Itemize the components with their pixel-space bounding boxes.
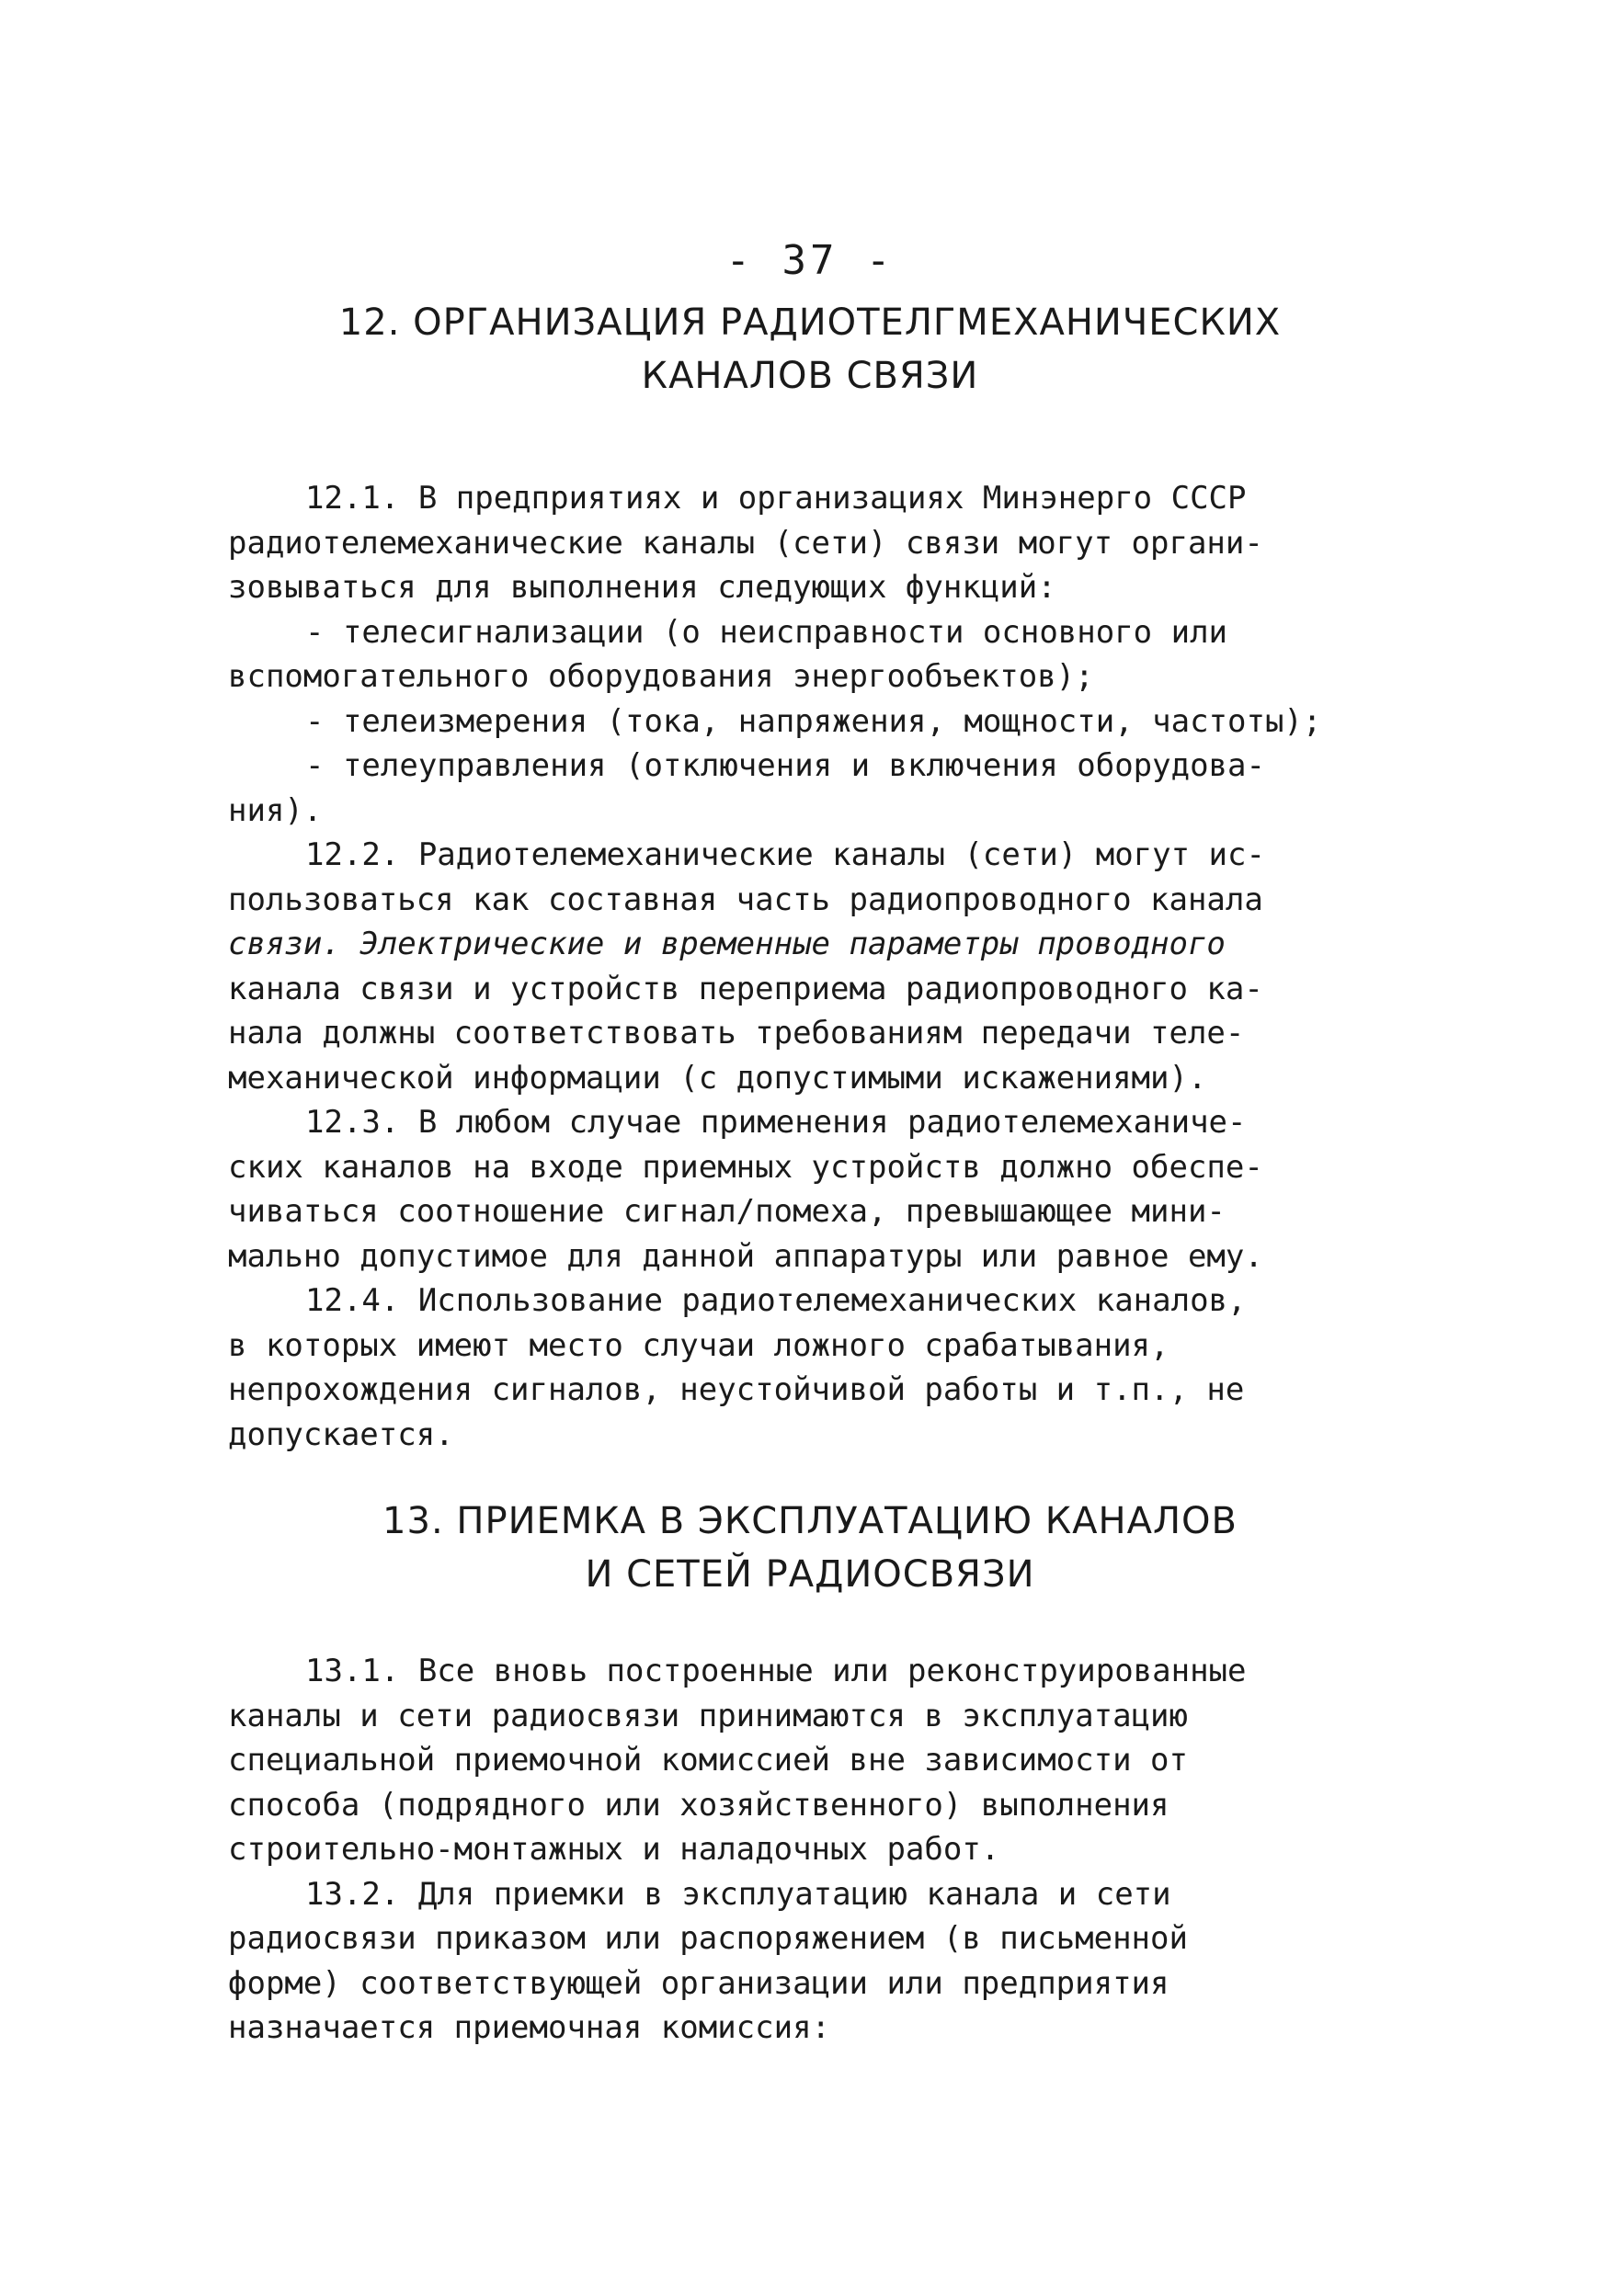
- list-item-telemetry: - телеизмерения (тока, напряжения, мощности, частоты);: [305, 702, 1322, 740]
- section-13-heading-line-2: И СЕТЕЙ РАДИОСВЯЗИ: [585, 1553, 1035, 1596]
- paragraph-12-1-line: радиотелемеханические каналы (сети) связи могут органи-: [228, 524, 1263, 562]
- section-12-heading: [0, 296, 1620, 403]
- paragraph-12-4-line: в которых имеют место случаи ложного срабатывания,: [228, 1326, 1169, 1364]
- list-item-telesignaling: - телесигнализации (о неисправности основного или: [305, 613, 1228, 651]
- paragraph-12-2-line: пользоваться как составная часть радиопроводного канала: [228, 881, 1263, 918]
- paragraph-13-1-line: каналы и сети радиосвязи принимаются в эксплуатацию: [228, 1697, 1188, 1734]
- paragraph-12-2-line: связи. Электрические и временные параметры проводного: [228, 926, 1226, 962]
- paragraph-12-1-line: зовываться для выполнения следующих функций:: [228, 569, 1056, 606]
- paragraph-12-3-line: ских каналов на входе приемных устройств должно обеспе-: [228, 1148, 1263, 1186]
- section-12-body: [228, 476, 1405, 1457]
- paragraph-12-3-line: мально допустимое для данной аппаратуры или равное ему.: [228, 1237, 1263, 1275]
- paragraph-13-1-line: специальной приемочной комиссией вне зависимости от: [228, 1742, 1188, 1779]
- paragraph-13-2-line: форме) соответствующей организации или предприятия: [228, 1964, 1169, 2002]
- paragraph-13-1-line: строительно-монтажных и наладочных работ.: [228, 1831, 1000, 1868]
- list-item-telecontrol-cont: ния).: [228, 791, 323, 829]
- paragraph-12-4-line: 12.4. Использование радиотелемеханических каналов,: [305, 1282, 1247, 1319]
- paragraph-12-4-line: допускается.: [228, 1415, 454, 1453]
- paragraph-12-4-line: непрохождения сигналов, неустойчивой работы и т.п., не: [228, 1371, 1245, 1408]
- section-13-heading-line-1: 13. ПРИЕМКА В ЭКСПЛУАТАЦИЮ КАНАЛОВ: [382, 1500, 1238, 1542]
- paragraph-12-2-line: канала связи и устройств переприема радиопроводного ка-: [228, 970, 1263, 1007]
- paragraph-13-1-line: способа (подрядного или хозяйственного) выполнения: [228, 1786, 1169, 1824]
- paragraph-12-3-line: чиваться соотношение сигнал/помеха, превышающее мини-: [228, 1193, 1226, 1230]
- paragraph-13-2-line: назначается приемочная комиссия:: [228, 2009, 831, 2046]
- paragraph-13-1-line: 13.1. Все вновь построенные или реконструированные: [305, 1653, 1247, 1689]
- page-number: - 37 -: [725, 237, 895, 284]
- paragraph-12-2-line: 12.2. Радиотелемеханические каналы (сети) могут ис-: [305, 836, 1265, 873]
- paragraph-13-2-line: 13.2. Для приемки в эксплуатацию канала и сети: [305, 1875, 1171, 1913]
- paragraph-12-2-line: механической информации (с допустимыми искажениями).: [228, 1059, 1207, 1097]
- paragraph-13-2-line: радиосвязи приказом или распоряжением (в письменной: [228, 1920, 1188, 1957]
- section-13-heading: [0, 1495, 1620, 1601]
- list-item-telecontrol: - телеуправления (отключения и включения оборудова-: [305, 747, 1265, 784]
- section-13-body: [228, 1649, 1405, 2051]
- paragraph-12-3-line: 12.3. В любом случае применения радиотелемеханиче-: [305, 1104, 1247, 1141]
- section-12-heading-line-1: 12. ОРГАНИЗАЦИЯ РАДИОТЕЛГМЕХАНИЧЕСКИХ: [338, 301, 1282, 344]
- section-12-heading-line-2: КАНАЛОВ СВЯЗИ: [641, 355, 979, 397]
- paragraph-12-1-line: 12.1. В предприятиях и организациях Минэнерго СССР: [305, 480, 1247, 517]
- paragraph-12-2-line: нала должны соответствовать требованиям передачи теле-: [228, 1015, 1245, 1051]
- list-item-telesignaling-cont: вспомогательного оборудования энергообъектов);: [228, 658, 1094, 695]
